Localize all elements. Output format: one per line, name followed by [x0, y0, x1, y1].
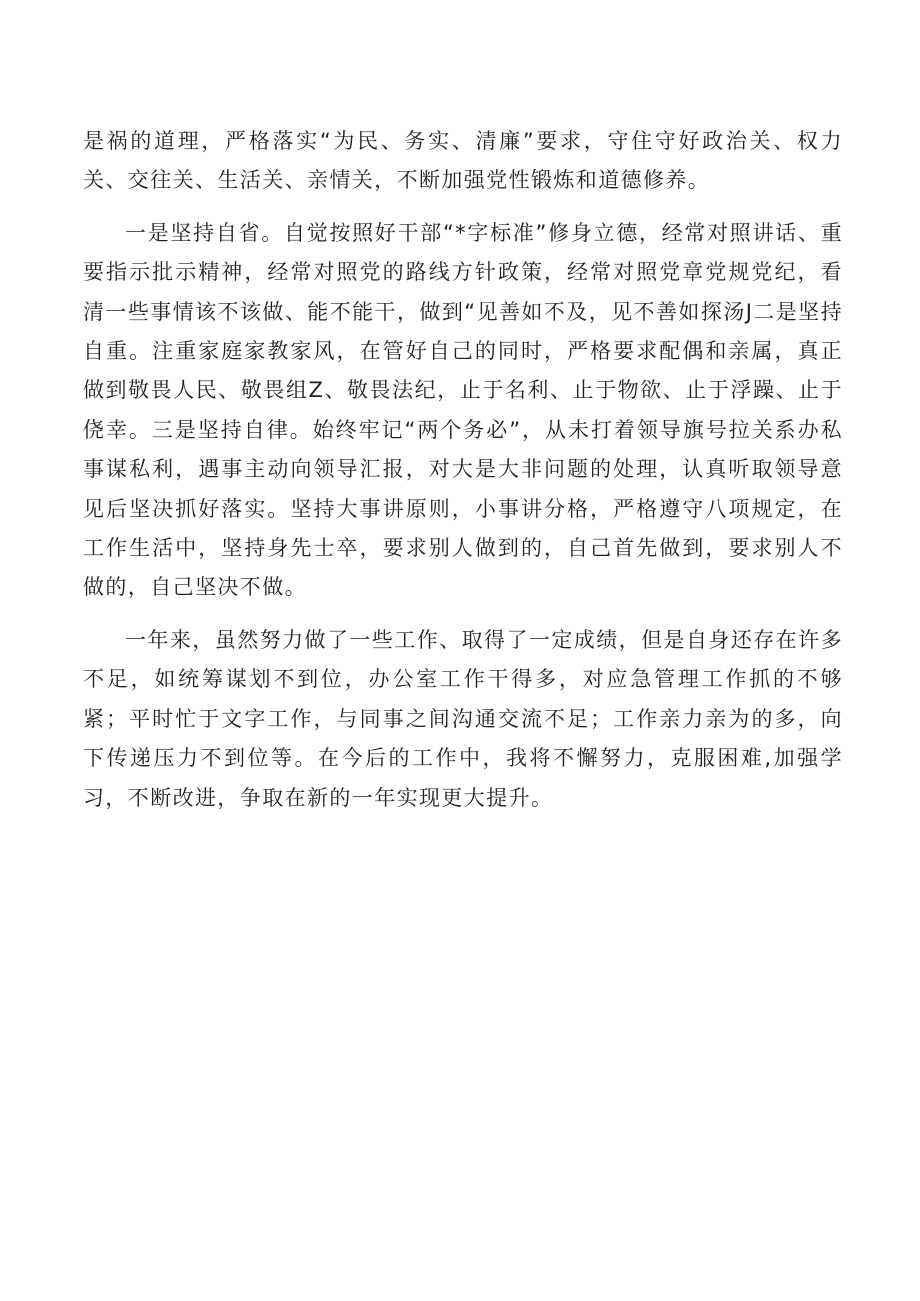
- paragraph-shortcomings: 一年来，虽然努力做了一些工作、取得了一定成绩，但是自身还存在许多不足，如统筹谋划不到位，办公室工作干得多，对应急管理工作抓的不够紧；平时忙于文字工作，与同事之间沟通交流不足；工作亲力亲为的多，向下传递压力不到位等。在今后的工作中，我将不懈努力，克服困难,加强学习，不断改进，争取在新的一年实现更大提升。: [83, 627, 843, 810]
- document-body: [83, 122, 843, 818]
- paragraph-self-reflection: 一是坚持自省。自觉按照好干部“*字标准”修身立德，经常对照讲话、重要指示批示精神，经常对照党的路线方针政策，经常对照党章党规党纪，看清一些事情该不该做、能不能干，做到“见善如不及，见不善如探汤J二是坚持自重。注重家庭家教家风，在管好自己的同时，严格要求配偶和亲属，真正做到敬畏人民、敬畏组Z、敬畏法纪，止于名利、止于物欲、止于浮躁、止于侥幸。三是坚持自律。始终牢记“两个务必”，从未打着领导旗号拉关系办私事谋私利，遇事主动向领导汇报，对大是大非问题的处理，认真听取领导意见后坚决抓好落实。坚持大事讲原则，小事讲分格，严格遵守八项规定，在工作生活中，坚持身先士卒，要求别人做到的，自己首先做到，要求别人不做的，自己坚决不做。: [83, 220, 843, 600]
- paragraph-party-discipline: 是祸的道理，严格落实“为民、务实、清廉”要求，守住守好政治关、权力关、交往关、生活关、亲情关，不断加强党性锻炼和道德修养。: [83, 129, 843, 193]
